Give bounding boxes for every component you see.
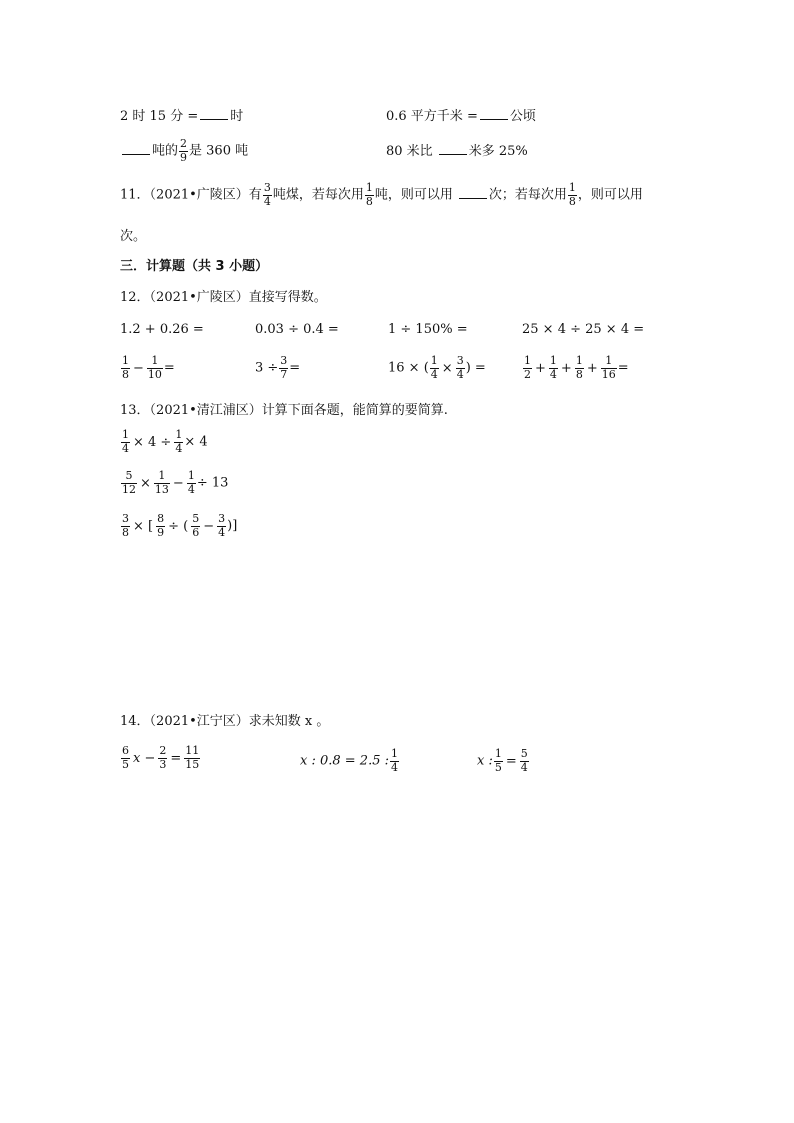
q10-b-unit: 公顷	[509, 109, 536, 124]
fraction: $\frac{1}{8}$	[575, 354, 583, 381]
fraction: $\frac{1}{8}$	[568, 181, 576, 208]
q10-item-b	[386, 108, 536, 123]
q10-a-text: 2 时 15 分 =	[120, 109, 199, 124]
fraction: $\frac{1}{4}$	[430, 354, 438, 381]
q14-stem: 14．（2021•江宁区）求未知数 x 。	[120, 714, 330, 729]
q12-expr-5: $\frac{1}{8}$ − $\frac{1}{10}$ =	[122, 354, 175, 381]
fraction: $\frac{3}{4}$	[218, 512, 226, 539]
fraction: $\frac{1}{4}$	[187, 469, 195, 496]
q14-equation-1: $\frac{6}{5}$ x − $\frac{2}{3}$ = $\frac{11}{15}$	[122, 744, 200, 771]
q10-item-c	[120, 138, 248, 164]
answer-blank[interactable]	[200, 108, 228, 120]
q12-expr-4: 25 × 4 ÷ 25 × 4 =	[522, 322, 645, 337]
q12-expr-8: $\frac{1}{2}$ + $\frac{1}{4}$ + $\frac{1}{8}$ + $\frac{1}{16}$ =	[524, 354, 629, 381]
answer-blank[interactable]	[459, 187, 487, 199]
q11-source: （2021•广陵区）有	[149, 187, 262, 203]
q11-question	[120, 182, 643, 208]
q12-expr-6: 3 ÷ $\frac{3}{7}$ =	[255, 354, 301, 381]
q13-stem: 13．（2021•清江浦区）计算下面各题，能简算的要简算.	[120, 403, 448, 418]
q14-equation-2: x : 0.8 = 2.5 : $\frac{1}{4}$	[300, 747, 398, 774]
q10-c-text: 吨的	[152, 143, 179, 159]
q10-item-a	[120, 108, 243, 123]
fraction: $\frac{3}{4}$	[456, 354, 464, 381]
q10-a-unit: 时	[230, 109, 244, 124]
q12-expr-3: 1 ÷ 150% =	[388, 322, 468, 337]
q11-text-3: 次；若每次用	[488, 187, 567, 203]
q13-expr-2: $\frac{5}{12}$ × $\frac{1}{13}$ − $\frac{1}{4}$ ÷ 13	[122, 469, 229, 496]
fraction: $\frac{3}{7}$	[280, 354, 288, 381]
q11-continuation	[120, 230, 146, 243]
q11-text-4: ，则可以用	[577, 187, 643, 203]
fraction: $\frac{11}{15}$	[185, 744, 200, 771]
fraction: $\frac{1}{8}$	[365, 181, 373, 208]
q13-expr-3: $\frac{3}{8}$ × [ $\frac{8}{9}$ ÷ ( $\frac{5}{6}$ − $\frac{3}{4}$ )]	[122, 512, 238, 539]
q10-d-suffix: 米多 25%	[468, 144, 528, 159]
q10-c-suffix: 是 360 吨	[189, 143, 249, 159]
q10-b-text: 0.6 平方千米 =	[386, 109, 478, 124]
answer-blank[interactable]	[439, 143, 467, 155]
q12-stem: 12．（2021•广陵区）直接写得数。	[120, 290, 327, 305]
answer-blank[interactable]	[480, 108, 508, 120]
fraction: $\frac{1}{13}$	[154, 469, 169, 496]
fraction: $\frac{8}{9}$	[157, 512, 165, 539]
q11-text-2: 吨，则可以用	[374, 187, 453, 203]
fraction: $\frac{3}{4}$	[263, 181, 271, 208]
fraction: $\frac{1}{2}$	[524, 354, 531, 381]
fraction: $\frac{1}{16}$	[601, 354, 616, 381]
question-number: 11．	[120, 187, 150, 203]
fraction: $\frac{5}{6}$	[192, 512, 200, 539]
q12-expr-1: 1.2 + 0.26 =	[120, 322, 204, 337]
answer-blank[interactable]	[122, 143, 150, 155]
fraction: $\frac{5}{12}$	[122, 469, 136, 496]
fraction: $\frac{1}{4}$	[549, 354, 557, 381]
fraction: $\frac{1}{4}$	[122, 428, 129, 455]
fraction: $\frac{5}{4}$	[520, 747, 528, 774]
q13-expr-1: $\frac{1}{4}$ × 4 ÷ $\frac{1}{4}$ × 4	[122, 428, 208, 455]
q12-expr-7: 16 × ( $\frac{1}{4}$ × $\frac{3}{4}$ ) =	[388, 354, 486, 381]
q10-d-text: 80 米比	[386, 144, 433, 159]
fraction: $\frac{3}{8}$	[122, 512, 129, 539]
fraction: $\frac{1}{5}$	[494, 747, 502, 774]
section-heading: 三．计算题（共 3 小题）	[120, 259, 269, 274]
fraction: $\frac{1}{4}$	[175, 428, 183, 455]
q12-expr-2: 0.03 ÷ 0.4 =	[255, 322, 339, 337]
fraction: $\frac{1}{8}$	[122, 354, 129, 381]
q11-text-5: 次。	[120, 229, 147, 244]
fraction: $\frac{6}{5}$	[122, 744, 129, 771]
q11-text-1: 吨煤，若每次用	[272, 187, 364, 203]
fraction: $\frac{2}{3}$	[159, 744, 167, 771]
fraction: $\frac{2}{9}$	[180, 137, 188, 164]
fraction: $\frac{1}{10}$	[147, 354, 162, 381]
q14-equation-3: x : $\frac{1}{5}$ = $\frac{5}{4}$	[477, 747, 528, 774]
q10-item-d	[386, 143, 528, 158]
fraction: $\frac{1}{4}$	[391, 747, 398, 774]
